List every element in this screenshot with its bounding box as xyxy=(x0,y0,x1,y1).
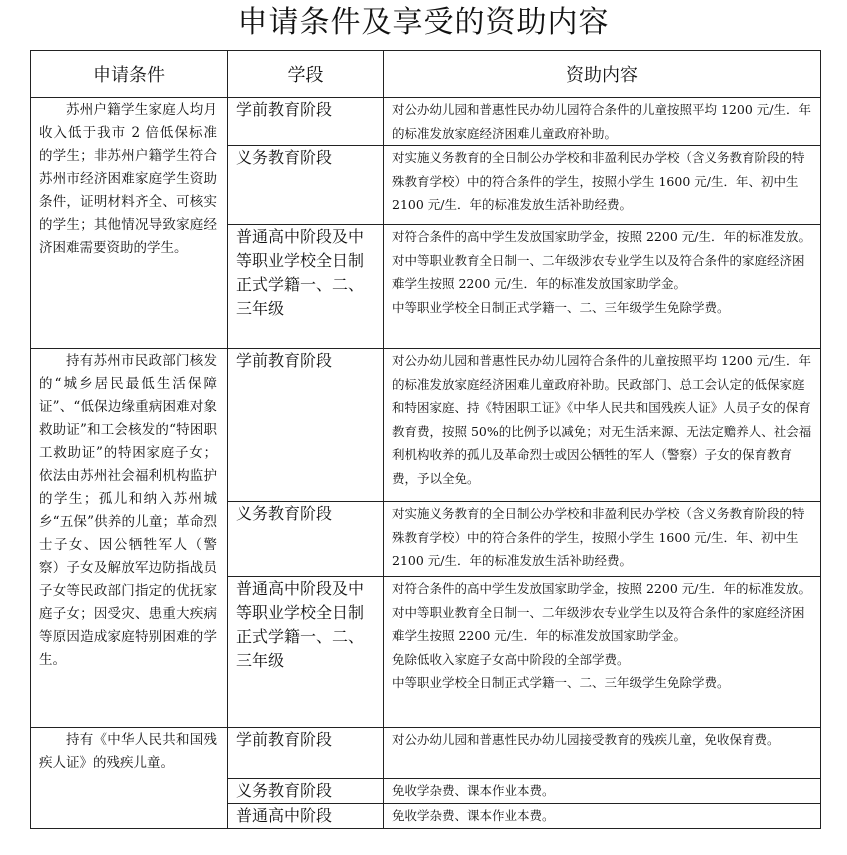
stage-cell: 普通高中阶段 xyxy=(228,804,384,829)
header-row xyxy=(31,51,821,98)
aid-cell xyxy=(384,98,821,146)
aid-cell xyxy=(384,804,821,829)
condition-cell: 持有苏州市民政部门核发的“城乡居民最低生活保障证”、“低保边缘重病困难对象救助证”和工会核发的“特困职工救助证”的特困家庭子女；依法由苏州社会福利机构监护的学生；孤儿和纳入苏州城乡“五保”供养的儿童；革命烈士子女、因公牺牲军人（警察）子女及解放军边防指战员子女等民政部门指定的优抚家庭子女；因受灾、患重大疾病等原因造成家庭特别困难的学生。 xyxy=(31,349,228,728)
table-row xyxy=(31,98,821,146)
table-row xyxy=(31,349,821,502)
aid-table xyxy=(30,50,821,829)
aid-text: 对公办幼儿园和普惠性民办幼儿园符合条件的儿童按照平均 1200 元/生．年的标准发放家庭经济困难儿童政府补助。 xyxy=(392,102,811,141)
aid-cell xyxy=(384,779,821,804)
aid-text: 对符合条件的高中学生发放国家助学金，按照 2200 元/生．年的标准发放。 xyxy=(392,229,811,244)
aid-text: 对实施义务教育的全日制公办学校和非盈利民办学校（含义务教育阶段的特殊教育学校）中的符合条件的学生，按照小学生 1600 元/生．年、初中生 2100 元/生．年的标准发放生活补助经费。 xyxy=(392,150,805,212)
aid-cell xyxy=(384,577,821,728)
aid-cell xyxy=(384,502,821,577)
stage-cell: 学前教育阶段 xyxy=(228,349,384,502)
aid-text: 对公办幼儿园和普惠性民办幼儿园接受教育的残疾儿童，免收保育费。 xyxy=(392,732,780,747)
stage-cell: 义务教育阶段 xyxy=(228,502,384,577)
condition-cell: 苏州户籍学生家庭人均月收入低于我市 2 倍低保标准的学生；非苏州户籍学生符合苏州市经济困难家庭学生资助条件，证明材料齐全、可核实的学生；其他情况导致家庭经济困难需要资助的学生。 xyxy=(31,98,228,349)
aid-text: 对实施义务教育的全日制公办学校和非盈利民办学校（含义务教育阶段的特殊教育学校）中的符合条件的学生，按照小学生 1600 元/生．年、初中生 2100 元/生．年的标准发放生活补助经费。 xyxy=(392,506,805,568)
table-row xyxy=(31,728,821,779)
aid-text: 对中等职业教育全日制一、二年级涉农专业学生以及符合条件的家庭经济困难学生按照 2200 元/生．年的标准发放国家助学金。 xyxy=(392,252,805,291)
page-title: 申请条件及享受的资助内容 xyxy=(237,5,610,40)
aid-cell xyxy=(384,146,821,225)
stage-cell: 普通高中阶段及中等职业学校全日制正式学籍一、二、三年级 xyxy=(228,225,384,349)
stage-cell: 义务教育阶段 xyxy=(228,779,384,804)
aid-cell xyxy=(384,349,821,502)
header-stage: 学段 xyxy=(228,51,384,98)
header-condition: 申请条件 xyxy=(31,51,228,98)
stage-cell: 学前教育阶段 xyxy=(228,98,384,146)
aid-text: 中等职业学校全日制正式学籍一、二、三年级学生免除学费。 xyxy=(392,299,730,315)
stage-cell: 义务教育阶段 xyxy=(228,146,384,225)
aid-text: 对公办幼儿园和普惠性民办幼儿园符合条件的儿童按照平均 1200 元/生．年的标准发放家庭经济困难儿童政府补助。民政部门、总工会认定的低保家庭和特困家庭、持《特困职工证》《中华人民共和国残疾人证》人员子女的保育教育费，按照 50%的比例予以减免；对无生活来源、无法定赡养人、社会福利机构收养的孤儿及革命烈士或因公牺牲的军人（警察）子女的保育教育费，予以全免。 xyxy=(392,353,812,486)
aid-text: 对符合条件的高中学生发放国家助学金，按照 2200 元/生．年的标准发放。 xyxy=(392,581,811,596)
stage-cell: 普通高中阶段及中等职业学校全日制正式学籍一、二、三年级 xyxy=(228,577,384,728)
aid-cell xyxy=(384,225,821,349)
header-aid: 资助内容 xyxy=(384,51,821,98)
aid-text: 免除低收入家庭子女高中阶段的全部学费。 xyxy=(392,651,630,667)
stage-cell: 学前教育阶段 xyxy=(228,728,384,779)
aid-text: 免收学杂费、课本作业本费。 xyxy=(392,808,555,823)
aid-text: 中等职业学校全日制正式学籍一、二、三年级学生免除学费。 xyxy=(392,675,730,690)
aid-cell xyxy=(384,728,821,779)
condition-cell: 持有《中华人民共和国残疾人证》的残疾儿童。 xyxy=(31,728,228,829)
aid-text: 对中等职业教育全日制一、二年级涉农专业学生以及符合条件的家庭经济困难学生按照 2200 元/生．年的标准发放国家助学金。 xyxy=(392,604,805,643)
aid-text: 免收学杂费、课本作业本费。 xyxy=(392,783,555,798)
